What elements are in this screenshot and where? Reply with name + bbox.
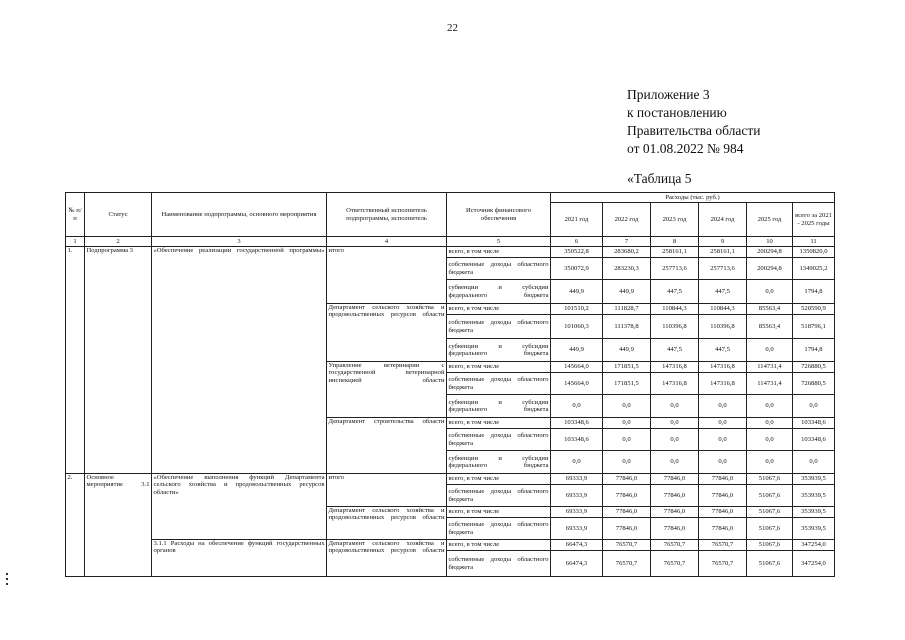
- value-cell: 101060,3: [551, 315, 603, 339]
- value-cell: 449,9: [551, 339, 603, 362]
- value-cell: 0,0: [793, 451, 835, 474]
- source-cell: всего, в том числе: [447, 540, 551, 551]
- value-cell: 51067,6: [747, 518, 793, 540]
- value-cell: 69333,9: [551, 485, 603, 507]
- source-cell: собственные доходы областного бюджета: [447, 485, 551, 507]
- value-cell: 258161,1: [651, 247, 699, 258]
- row-executor: Департамент строительства области: [327, 418, 447, 474]
- value-cell: 85563,4: [747, 315, 793, 339]
- value-cell: 520590,9: [793, 304, 835, 315]
- value-cell: 353939,5: [793, 518, 835, 540]
- sub-item-name: 3.1.1 Расходы на обеспечение функций государственных органов: [152, 540, 327, 577]
- value-cell: 447,5: [699, 339, 747, 362]
- value-cell: 77846,0: [699, 518, 747, 540]
- header-status: Статус: [85, 193, 152, 237]
- value-cell: 76570,7: [699, 540, 747, 551]
- value-cell: 0,0: [651, 395, 699, 418]
- value-cell: 76570,7: [603, 551, 651, 577]
- value-cell: 449,9: [551, 280, 603, 304]
- value-cell: 0,0: [651, 451, 699, 474]
- value-cell: 66474,3: [551, 551, 603, 577]
- scan-mark: [6, 578, 8, 580]
- value-cell: 51067,6: [747, 551, 793, 577]
- value-cell: 347254,0: [793, 540, 835, 551]
- page-number: 22: [447, 22, 458, 34]
- header-num: № п/п: [66, 193, 85, 237]
- source-cell: всего, в том числе: [447, 507, 551, 518]
- appendix-line: от 01.08.2022 № 984: [627, 141, 744, 156]
- header-name: Наименование подпрограммы, основного мероприятия: [152, 193, 327, 237]
- value-cell: 1794,8: [793, 280, 835, 304]
- value-cell: 726880,5: [793, 362, 835, 373]
- value-cell: 449,9: [603, 280, 651, 304]
- row-executor: итого: [327, 247, 447, 304]
- source-cell: субвенции и субсидии федерального бюджета: [447, 339, 551, 362]
- value-cell: 200294,8: [747, 258, 793, 280]
- value-cell: 0,0: [747, 418, 793, 429]
- scan-mark: [6, 583, 8, 585]
- column-number: 10: [747, 237, 793, 247]
- row-executor: Департамент сельского хозяйства и продовольственных ресурсов области: [327, 507, 447, 540]
- value-cell: 103348,6: [793, 418, 835, 429]
- value-cell: 347254,0: [793, 551, 835, 577]
- value-cell: 0,0: [793, 395, 835, 418]
- value-cell: 0,0: [651, 418, 699, 429]
- row-name: «Обеспечение реализации государственной программы»: [152, 247, 327, 474]
- value-cell: 145664,0: [551, 362, 603, 373]
- value-cell: 114731,4: [747, 362, 793, 373]
- value-cell: 76570,7: [651, 551, 699, 577]
- row-status: Основное мероприятие 3.1: [85, 474, 152, 577]
- value-cell: 77846,0: [699, 485, 747, 507]
- table-row: [66, 474, 835, 485]
- source-cell: субвенции и субсидии федерального бюджета: [447, 280, 551, 304]
- table-row: [66, 247, 835, 258]
- value-cell: 257713,6: [651, 258, 699, 280]
- column-number: 11: [793, 237, 835, 247]
- value-cell: 147316,8: [699, 362, 747, 373]
- value-cell: 0,0: [651, 429, 699, 451]
- value-cell: 51067,6: [747, 540, 793, 551]
- value-cell: 77846,0: [603, 474, 651, 485]
- value-cell: 66474,3: [551, 540, 603, 551]
- value-cell: 0,0: [747, 395, 793, 418]
- value-cell: 171851,5: [603, 373, 651, 395]
- source-cell: всего, в том числе: [447, 418, 551, 429]
- value-cell: 447,5: [699, 280, 747, 304]
- value-cell: 85563,4: [747, 304, 793, 315]
- value-cell: 110396,8: [699, 315, 747, 339]
- value-cell: 110844,3: [651, 304, 699, 315]
- value-cell: 449,9: [603, 339, 651, 362]
- expenses-table: [65, 192, 835, 577]
- value-cell: 77846,0: [651, 518, 699, 540]
- value-cell: 51067,6: [747, 485, 793, 507]
- source-cell: собственные доходы областного бюджета: [447, 258, 551, 280]
- row-executor: Департамент сельского хозяйства и продовольственных ресурсов области: [327, 304, 447, 362]
- header-expenses: Расходы (тыс. руб.): [551, 193, 835, 203]
- value-cell: 200294,8: [747, 247, 793, 258]
- value-cell: 0,0: [699, 429, 747, 451]
- value-cell: 0,0: [747, 339, 793, 362]
- value-cell: 147316,8: [699, 373, 747, 395]
- column-number: 9: [699, 237, 747, 247]
- value-cell: 145664,0: [551, 373, 603, 395]
- table-row: [66, 540, 835, 551]
- appendix-line: Правительства области: [627, 123, 761, 138]
- header-source: Источник финансового обеспечения: [447, 193, 551, 237]
- value-cell: 447,5: [651, 339, 699, 362]
- value-cell: 51067,6: [747, 474, 793, 485]
- source-cell: собственные доходы областного бюджета: [447, 373, 551, 395]
- value-cell: 147316,8: [651, 373, 699, 395]
- column-number: 8: [651, 237, 699, 247]
- column-number: 7: [603, 237, 651, 247]
- row-status: Подпрограмма 3: [85, 247, 152, 474]
- value-cell: 77846,0: [699, 507, 747, 518]
- row-executor: Управление ветеринарии с государственной ветеринарной инспекцией области: [327, 362, 447, 418]
- column-number: 6: [551, 237, 603, 247]
- value-cell: 0,0: [551, 395, 603, 418]
- appendix-line: Приложение 3: [627, 87, 710, 102]
- value-cell: 69333,9: [551, 507, 603, 518]
- value-cell: 77846,0: [651, 507, 699, 518]
- row-name: «Обеспечение выполнения функций Департамента сельского хозяйства и продовольственных ресурсов области»: [152, 474, 327, 540]
- value-cell: 353939,5: [793, 474, 835, 485]
- source-cell: собственные доходы областного бюджета: [447, 518, 551, 540]
- value-cell: 77846,0: [603, 507, 651, 518]
- value-cell: 69333,9: [551, 474, 603, 485]
- value-cell: 447,5: [651, 280, 699, 304]
- header-year: 2024 год: [699, 203, 747, 237]
- value-cell: 1350820,0: [793, 247, 835, 258]
- row-num: 1.: [66, 247, 85, 474]
- column-number: 5: [447, 237, 551, 247]
- header-year: 2023 год: [651, 203, 699, 237]
- value-cell: 726880,5: [793, 373, 835, 395]
- value-cell: 0,0: [603, 429, 651, 451]
- value-cell: 1794,8: [793, 339, 835, 362]
- source-cell: субвенции и субсидии федерального бюджета: [447, 395, 551, 418]
- value-cell: 110844,3: [699, 304, 747, 315]
- scan-mark: [6, 573, 8, 575]
- row-num: 2.: [66, 474, 85, 577]
- value-cell: 353939,5: [793, 507, 835, 518]
- value-cell: 518796,1: [793, 315, 835, 339]
- value-cell: 350072,9: [551, 258, 603, 280]
- value-cell: 103348,6: [551, 418, 603, 429]
- value-cell: 0,0: [603, 418, 651, 429]
- value-cell: 77846,0: [651, 474, 699, 485]
- value-cell: 76570,7: [603, 540, 651, 551]
- appendix-heading: [627, 86, 760, 158]
- table-caption: «Таблица 5: [627, 171, 692, 186]
- source-cell: собственные доходы областного бюджета: [447, 429, 551, 451]
- header-year: 2025 год: [747, 203, 793, 237]
- source-cell: собственные доходы областного бюджета: [447, 551, 551, 577]
- value-cell: 350522,8: [551, 247, 603, 258]
- header-executor: Ответственный исполнитель подпрограммы, исполнитель: [327, 193, 447, 237]
- header-year: 2021 год: [551, 203, 603, 237]
- row-executor: итого: [327, 474, 447, 507]
- value-cell: 76570,7: [651, 540, 699, 551]
- value-cell: 77846,0: [603, 518, 651, 540]
- value-cell: 0,0: [699, 395, 747, 418]
- source-cell: субвенции и субсидии федерального бюджета: [447, 451, 551, 474]
- source-cell: всего, в том числе: [447, 304, 551, 315]
- column-number: 4: [327, 237, 447, 247]
- value-cell: 101510,2: [551, 304, 603, 315]
- value-cell: 103348,6: [793, 429, 835, 451]
- value-cell: 77846,0: [699, 474, 747, 485]
- value-cell: 111828,7: [603, 304, 651, 315]
- source-cell: всего, в том числе: [447, 474, 551, 485]
- header-year: 2022 год: [603, 203, 651, 237]
- value-cell: 0,0: [747, 451, 793, 474]
- value-cell: 77846,0: [603, 485, 651, 507]
- value-cell: 0,0: [603, 451, 651, 474]
- value-cell: 51067,6: [747, 507, 793, 518]
- value-cell: 0,0: [699, 451, 747, 474]
- value-cell: 111378,8: [603, 315, 651, 339]
- value-cell: 77846,0: [651, 485, 699, 507]
- value-cell: 0,0: [603, 395, 651, 418]
- column-number: 3: [152, 237, 327, 247]
- value-cell: 353939,5: [793, 485, 835, 507]
- column-number: 2: [85, 237, 152, 247]
- value-cell: 1349025,2: [793, 258, 835, 280]
- value-cell: 69333,9: [551, 518, 603, 540]
- value-cell: 258161,1: [699, 247, 747, 258]
- appendix-line: к постановлению: [627, 105, 727, 120]
- value-cell: 0,0: [747, 429, 793, 451]
- value-cell: 257713,6: [699, 258, 747, 280]
- value-cell: 0,0: [551, 451, 603, 474]
- source-cell: собственные доходы областного бюджета: [447, 315, 551, 339]
- value-cell: 0,0: [747, 280, 793, 304]
- header-year-total: всего за 2021 - 2025 годы: [793, 203, 835, 237]
- value-cell: 147316,8: [651, 362, 699, 373]
- column-number: 1: [66, 237, 85, 247]
- row-executor: Департамент сельского хозяйства и продовольственных ресурсов области: [327, 540, 447, 577]
- value-cell: 171851,5: [603, 362, 651, 373]
- value-cell: 0,0: [699, 418, 747, 429]
- value-cell: 283230,3: [603, 258, 651, 280]
- source-cell: всего, в том числе: [447, 247, 551, 258]
- value-cell: 283680,2: [603, 247, 651, 258]
- value-cell: 114731,4: [747, 373, 793, 395]
- value-cell: 103348,6: [551, 429, 603, 451]
- value-cell: 110396,8: [651, 315, 699, 339]
- value-cell: 76570,7: [699, 551, 747, 577]
- source-cell: всего, в том числе: [447, 362, 551, 373]
